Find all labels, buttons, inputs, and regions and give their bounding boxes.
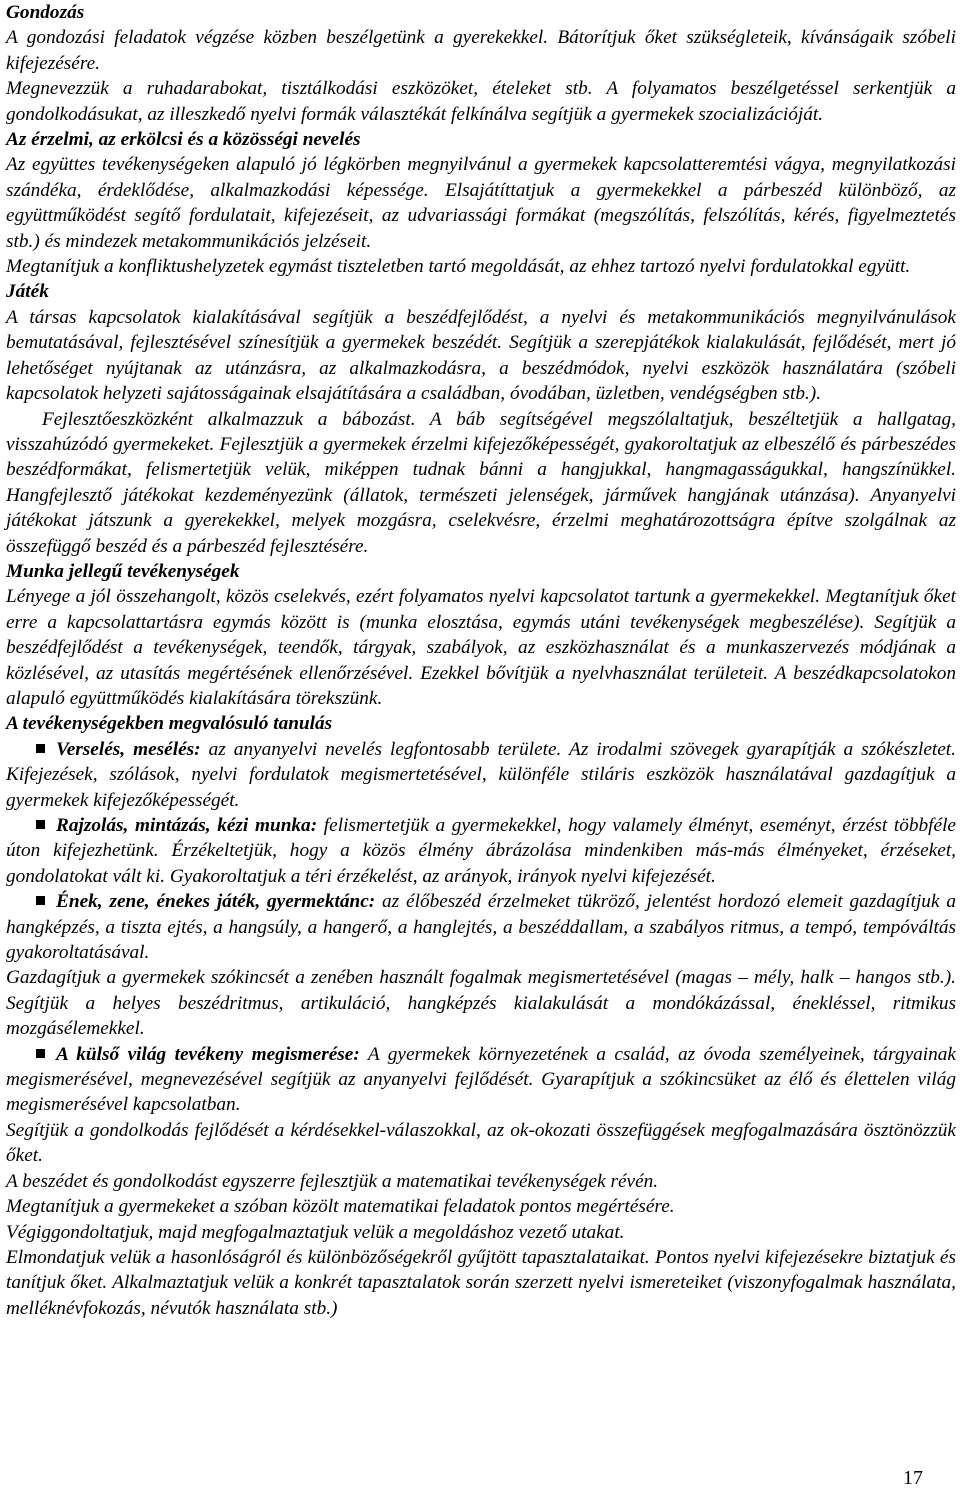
paragraph: Megtanítjuk a gyermekeket a szóban közölt matematikai feladatok pontos megértésére. — [6, 1196, 675, 1218]
bullet-text: felismertetjük a gyermekekkel, hogy valamely élményt, eseményt, érzést többféle úton kifejezhetünk. Érzékeltetjük, hogy a közös élmény ábrázolása mindenkiben más-más élményeket, érzéseket, gondolatokat vált ki. Gyakoroltatjuk a téri érzékelést, az arányok, irányok nyelvi kifejezését. — [6, 815, 956, 887]
paragraph-italic-part: Elsajátíttatjuk a gyermekekkel a párbeszéd különböző, az együttműködést segítő fordulatait, kifejezéseit, az udvariassági formákat (megszólítás, felszólítás, kérés, figyelmeztetés stb.) és mindezek metakommunikációs jelzéseit. — [6, 179, 956, 252]
paragraph-italic-part: Az együttes tevékenységeken alapuló jó légkörben megnyilvánul a gyermekek kapcsolatteremtési vágya, megnyilatkozási szándéka, érdeklődése, alkalmazkodási képessége. — [6, 154, 956, 201]
paragraph: A beszédet és gondolkodást egyszerre fejlesztjük a matematikai tevékenységek révén. — [6, 1170, 659, 1192]
paragraph: A gondozási feladatok végzése közben beszélgetünk a gyerekekkel. Bátorítjuk őket szükségleteik, kívánságaik szóbeli kifejezésére. — [6, 27, 956, 74]
bullet-lead: A külső világ tevékeny megismerése: — [56, 1043, 360, 1065]
bullet-text: az anyanyelvi nevelés legfontosabb területe. Az irodalmi szövegek gyarapítják a szókészletet. Kifejezések, szólások, nyelvi fordulatok megismertetésével, különféle stiláris eszközök használatával gazdagítjuk a gyermekek kifejezőképességét. — [6, 738, 956, 811]
bullet-lead: Verselés, mesélés: — [56, 738, 201, 760]
paragraph: A társas kapcsolatok kialakításával segítjük a beszédfejlődést, a nyelvi és metakommunikációs megnyilvánulások bemutatásával, fejlesztésével színesítjük a gyermekek beszédét. Segítjük a szerepjátékok kialakulását, fejlődését, mert jó lehetőséget nyújtanak az utánzásra, az alkalmazkodásra, a beszédmódok, nyelvi eszközök használatára (szóbeli kapcsolatok helyzeti sajátosságainak elsajátítására a családban, óvodában, üzletben, vendégségben stb.). — [6, 306, 956, 405]
bullet-item-verseles — [6, 737, 956, 813]
bullet-text: az élőbeszéd érzelmeket tükröző, jelentést hordozó elemeit gazdagítjuk a hangképzés, a tiszta ejtés, a hangsúly, a hangerő, a hanglejtés, a beszéddallam, a szabályos ritmus, a tempó, tempóváltás gyakoroltatásával. — [6, 891, 956, 964]
paragraph: Segítjük a gondolkodás fejlődését a kérdésekkel-válaszokkal, az ok-okozati összefüggések megfogalmazására ösztönözzük őket. — [6, 1119, 956, 1167]
bullet-text: A gyermekek környezetének a család, az óvoda személyeinek, tárgyainak megismerésével, megnevezésével segítjük az anyanyelvi fejlődését. Gyarapítjuk a szókincsüket az élő és élettelen világ megismerésével kapcsolatban. — [6, 1043, 956, 1116]
section-title-jatek: Játék — [6, 281, 49, 303]
square-bullet-icon — [36, 744, 45, 753]
paragraph: Elmondatjuk velük a hasonlóságról és különbözőségekről gyűjtött tapasztalataikat. Pontos nyelvi kifejezésekre biztatjuk és tanítjuk őket. Alkalmaztatjuk velük a konkrét tapasztalatok során szerzett nyelvi ismereteiket (viszonyfogalmak használata, melléknévfokozás, névutók használata stb.) — [6, 1246, 956, 1319]
section-title-gondozas: Gondozás — [6, 2, 85, 23]
bullet-lead: Rajzolás, mintázás, kézi munka: — [56, 815, 318, 836]
paragraph: Fejlesztőeszközként alkalmazzuk a bábozást. A báb segítségével megszólaltatjuk, beszéltetjük a hallgatag, visszahúzódó gyermekeket. Fejlesztjük a gyermekek érzelmi kifejezőképességét, gyakoroltatjuk az elbeszélő és párbeszédes beszédformákat, felismertetjük velük, miképpen tudnak bánni a hangjukkal, hangmagasságukkal, hangszínükkel. Hangfejlesztő játékokat kezdeményezünk (állatok, természeti jelenségek, járművek hangjának utánzása). Anyanyelvi játékokat játszunk a gyerekekkel, melyek mozgásra, cselekvésre, érzelmi meghatározottságra építve szolgálnak az összefüggő beszéd és a párbeszéd fejlesztésére. — [6, 408, 956, 557]
paragraph: Végiggondoltatjuk, majd megfogalmaztatjuk velük a megoldáshoz vezető utakat. — [6, 1221, 625, 1243]
document-page — [6, 0, 956, 1321]
bullet-item-rajzolas — [6, 813, 956, 889]
paragraph: Gazdagítjuk a gyermekek szókincsét a zenében használt fogalmak megismertetésével (magas – mély, halk – hangos stb.). Segítjük a helyes beszédritmus, artikuláció, hangképzés kialakulását a mondókázással, énekléssel, ritmikus mozgásélemekkel. — [6, 967, 956, 1040]
page-number: 17 — [903, 1467, 923, 1489]
paragraph: Megnevezzük a ruhadarabokat, tisztálkodási eszközöket, ételeket stb. A folyamatos beszélgetéssel serkentjük a gondolkodásukat, az illeszkedő nyelvi formák választékát felkínálva segítjük a gyermekek szocializációját. — [6, 78, 956, 125]
paragraph — [6, 152, 956, 254]
square-bullet-icon — [36, 820, 45, 829]
section-title-erzelmi-neveles: Az érzelmi, az erkölcsi és a közösségi nevelés — [6, 129, 361, 151]
section-title-munka: Munka jellegű tevékenységek — [6, 560, 240, 582]
bullet-lead: Ének, zene, énekes játék, gyermektánc: — [56, 891, 376, 913]
bullet-item-enek — [6, 889, 956, 965]
bullet-item-kulso-vilag — [6, 1042, 956, 1118]
square-bullet-icon — [36, 1049, 45, 1058]
square-bullet-icon — [36, 896, 45, 905]
paragraph: Megtanítjuk a konfliktushelyzetek egymást tiszteletben tartó megoldását, az ehhez tartozó nyelvi fordulatokkal együtt. — [6, 256, 911, 278]
paragraph: Lényege a jól összehangolt, közös cselekvés, ezért folyamatos nyelvi kapcsolatot tartunk a gyermekekkel. Megtanítjuk őket erre a kapcsolattartásra egymás között is (munka elosztása, egymás utáni tevékenységek megbeszélése). Segítjük a beszédfejlődést a tevékenységek, teendők, tárgyak, szabályok, az eszközhasználat és a munkaszervezés módjának a közlésével, az utasítás megértésének ellenőrzésével. Ezekkel bővítjük a nyelvhasználat területeit. A beszédkapcsolatokon alapuló együttműködés kialakítására törekszünk. — [6, 586, 956, 709]
section-title-tanulas: A tevékenységekben megvalósuló tanulás — [6, 713, 333, 735]
